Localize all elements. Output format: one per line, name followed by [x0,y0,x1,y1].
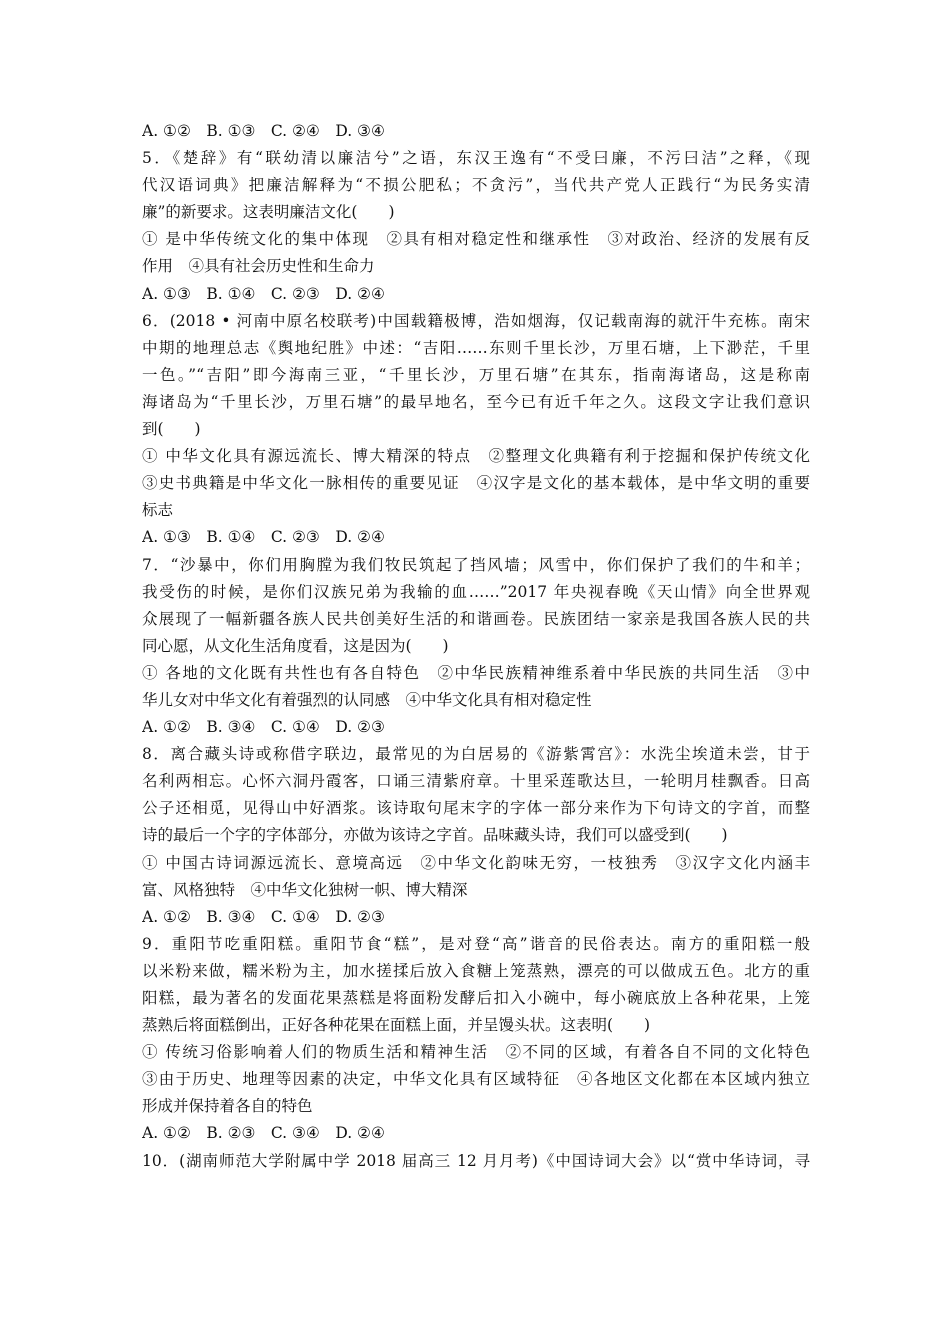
text-line: 阳糕，最为著名的发面花果蒸糕是将面粉发酵后扣入小碗中，每小碗底放上各种花果，上笼 [142,989,810,1007]
text-line: A. ①③ B. ①④ C. ②③ D. ②④ [142,528,385,547]
text-line: 名利两相忘。心怀六洞丹霞客，口诵三清紫府章。十里采莲歌达旦，一轮明月桂飘香。日高 [142,772,810,791]
text-line: 标志 [142,501,174,520]
text-line: ③由于历史、地理等因素的决定，中华文化具有区域特征 ④各地区文化都在本区域内独立 [142,1070,810,1089]
text-line: 9．重阳节吃重阳糕。重阳节食“糕”，是对登“高”谐音的民俗表达。南方的重阳糕一般 [142,934,810,953]
document-page [142,118,810,1175]
text-line: 我受伤的时候，是你们汉族兄弟为我输的血……”2017 年央视春晚《天山情》向全世界观 [142,582,810,601]
text-line: 以米粉来做，糯米粉为主，加水搓揉后放入食糖上笼蒸熟，漂亮的可以做成五色。北方的重 [142,961,810,980]
text-line: 中期的地理总志《舆地纪胜》中述：“吉阳……东则千里长沙，万里石塘，上下渺茫，千里 [142,338,810,357]
text-line: 7．“沙暴中，你们用胸膛为我们牧民筑起了挡风墙；风雪中，你们保护了我们的牛和羊； [142,555,810,574]
text-line: ③史书典籍是中华文化一脉相传的重要见证 ④汉字是文化的基本载体，是中华文明的重要 [142,474,810,493]
text-line: 富、风格独特 ④中华文化独树一帜、博大精深 [142,880,468,899]
text-line: 作用 ④具有社会历史性和生命力 [142,257,375,276]
text-line: 华儿女对中华文化有着强烈的认同感 ④中华文化具有相对稳定性 [142,690,592,709]
text-line: 10．(湖南师范大学附属中学 2018 届高三 12 月月考)《中国诗词大会》以“赏中华诗词，寻 [142,1151,810,1170]
text-line: 公子还相觅，见得山中好酒浆。该诗取句尾末字的字体一部分来作为下句诗文的字首，而整 [142,799,810,818]
text-line: ① 是中华传统文化的集中体现 ②具有相对稳定性和继承性 ③对政治、经济的发展有反 [142,230,810,249]
text-line: 诗的最后一个字的字体部分，亦做为该诗之字首。品味藏头诗，我们可以盛受到( ) [142,826,728,845]
text-line: A. ①② B. ①③ C. ②④ D. ③④ [142,122,385,140]
text-line: A. ①② B. ③④ C. ①④ D. ②③ [142,718,385,737]
text-line: 廉”的新要求。这表明廉洁文化( ) [142,203,395,222]
text-line: 一色。”“吉阳”即今海南三亚，“千里长沙，万里石塘”在其东，指南海诸岛，这是称南 [142,365,810,384]
text-line: A. ①③ B. ①④ C. ②③ D. ②④ [142,284,385,303]
text-line: 同心愿，从文化生活角度看，这是因为( ) [142,636,449,655]
text-line: ① 中华文化具有源远流长、博大精深的特点 ②整理文化典籍有利于挖掘和保护传统文化 [142,447,810,466]
text-line: 代汉语词典》把廉洁解释为“不损公肥私；不贪污”，当代共产党人正践行“为民务实清 [142,176,810,195]
text-line: A. ①② B. ③④ C. ①④ D. ②③ [142,907,385,926]
text-line: 8．离合藏头诗或称借字联边，最常见的为白居易的《游紫霄宫》：水洗尘埃道未尝，甘于 [142,745,810,764]
text-line: 众展现了一幅新疆各族人民共创美好生活的和谐画卷。民族团结一家亲是我国各族人民的共 [142,609,810,628]
text-line: 蒸熟后将面糕倒出，正好各种花果在面糕上面，并呈馒头状。这表明( ) [142,1016,651,1035]
text-line: 6．(2018 • 河南中原名校联考)中国载籍极博，浩如烟海，仅记载南海的就汗牛充栋。南宋 [142,311,810,330]
text-line: 到( ) [142,420,201,439]
text-line: ① 传统习俗影响着人们的物质生活和精神生活 ②不同的区域，有着各自不同的文化特色 [142,1043,810,1062]
text-line: 5．《楚辞》有“联幼清以廉洁兮”之语，东汉王逸有“不受曰廉，不污曰洁”之释，《现 [142,149,810,168]
text-line: ① 中国古诗词源远流长、意境高远 ②中华文化韵味无穷，一枝独秀 ③汉字文化内涵丰 [142,853,810,872]
text-line: 海诸岛为“千里长沙，万里石塘”的最早地名，至今已有近千年之久。这段文字让我们意识 [142,392,810,411]
text-line: 形成并保持着各自的特色 [142,1097,313,1116]
text-line: ① 各地的文化既有共性也有各自特色 ②中华民族精神维系着中华民族的共同生活 ③中 [142,663,810,682]
text-line: A. ①② B. ②③ C. ③④ D. ②④ [142,1124,385,1143]
